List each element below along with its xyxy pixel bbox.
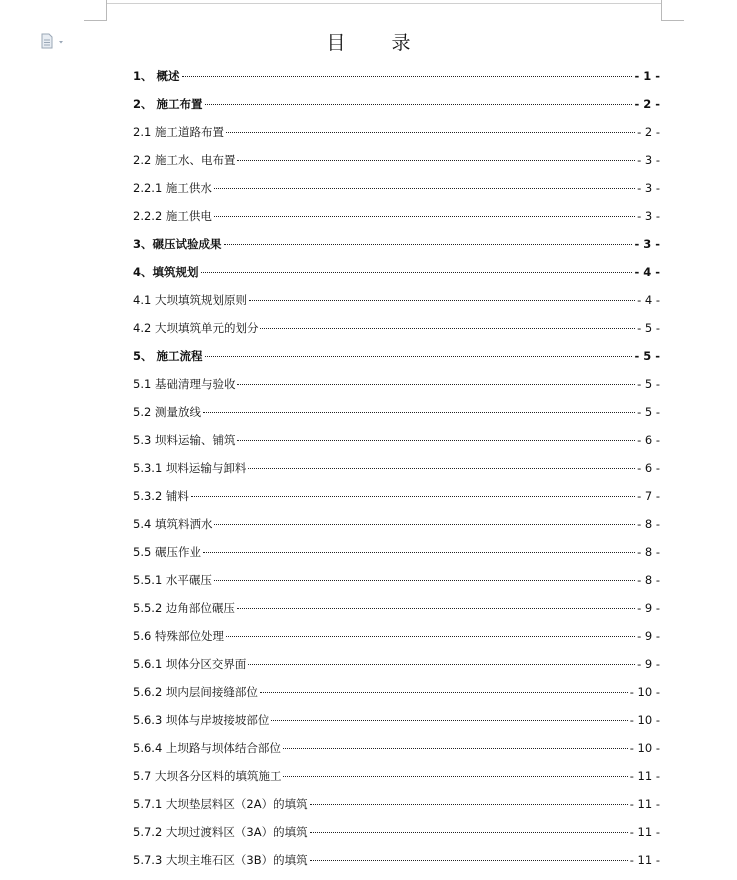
toc-entry-page: - 9 - [637, 629, 660, 643]
toc-leader-dots [310, 832, 628, 833]
toc-leader-dots [226, 636, 635, 637]
toc-entry-page: - 10 - [629, 713, 660, 727]
toc-leader-dots [271, 720, 627, 721]
toc-entry-page: - 6 - [637, 433, 660, 447]
toc-entry[interactable] [133, 488, 660, 516]
toc-entry-page: - 11 - [629, 769, 660, 783]
toc-entry-label: 5.3.1 坝料运输与卸料 [133, 461, 247, 475]
toc-leader-dots [203, 412, 635, 413]
toc-entry-label: 3、碾压试验成果 [133, 237, 222, 251]
toc-leader-dots [214, 524, 635, 525]
toc-entry-page: - 3 - [637, 153, 660, 167]
toc-entry[interactable] [133, 376, 660, 404]
toc-entry-label: 2.1 施工道路布置 [133, 125, 224, 139]
toc-leader-dots [310, 860, 628, 861]
toc-entry-label: 5.6.1 坝体分区交界面 [133, 657, 247, 671]
toc-entry[interactable] [133, 460, 660, 488]
toc-entry-page: - 3 - [637, 181, 660, 195]
toc-entry-label: 5.4 填筑料洒水 [133, 517, 213, 531]
toc-entry[interactable] [133, 544, 660, 572]
toc-entry[interactable] [133, 572, 660, 600]
toc-entry-page: - 8 - [637, 517, 660, 531]
toc-entry-label: 5.6 特殊部位处理 [133, 629, 224, 643]
toc-entry-page: - 8 - [637, 545, 660, 559]
page-top-edge [106, 3, 661, 4]
toc-entry[interactable] [133, 124, 660, 152]
toc-leader-dots [283, 776, 627, 777]
toc-entry[interactable] [133, 628, 660, 656]
toc-entry-label: 5.6.2 坝内层间接缝部位 [133, 685, 258, 699]
toc-entry[interactable] [133, 768, 660, 796]
toc-entry[interactable] [133, 180, 660, 208]
toc-entry-page: - 3 - [634, 237, 660, 251]
toc-entry-page: - 5 - [634, 349, 660, 363]
toc-leader-dots [214, 216, 635, 217]
table-of-contents [133, 68, 660, 880]
toc-leader-dots [214, 580, 635, 581]
toc-entry-label: 5.5 碾压作业 [133, 545, 201, 559]
toc-leader-dots [237, 160, 635, 161]
toc-entry[interactable] [133, 320, 660, 348]
toc-leader-dots [310, 804, 628, 805]
toc-leader-dots [249, 300, 635, 301]
toc-entry[interactable] [133, 152, 660, 180]
toc-entry-page: - 11 - [629, 825, 660, 839]
toc-entry-page: - 1 - [634, 69, 660, 83]
toc-entry[interactable] [133, 824, 660, 852]
toc-entry-label: 5.7.1 大坝垫层料区（2A）的填筑 [133, 797, 308, 811]
toc-entry[interactable] [133, 852, 660, 880]
toc-entry[interactable] [133, 600, 660, 628]
toc-leader-dots [191, 496, 635, 497]
toc-entry[interactable] [133, 404, 660, 432]
toc-leader-dots [205, 356, 633, 357]
toc-leader-dots [248, 664, 635, 665]
toc-entry[interactable] [133, 516, 660, 544]
toc-entry[interactable] [133, 208, 660, 236]
toc-entry-page: - 10 - [629, 685, 660, 699]
toc-entry[interactable] [133, 68, 660, 96]
toc-entry-label: 2.2.1 施工供水 [133, 181, 212, 195]
toc-entry-page: - 11 - [629, 853, 660, 867]
toc-entry-page: - 8 - [637, 573, 660, 587]
toc-leader-dots [260, 328, 635, 329]
toc-leader-dots [203, 552, 635, 553]
toc-entry-label: 4、填筑规划 [133, 265, 199, 279]
toc-entry-page: - 4 - [637, 293, 660, 307]
toc-entry-page: - 2 - [634, 97, 660, 111]
toc-entry[interactable] [133, 684, 660, 712]
toc-entry[interactable] [133, 264, 660, 292]
toc-entry[interactable] [133, 96, 660, 124]
toc-entry-page: - 9 - [637, 601, 660, 615]
toc-entry[interactable] [133, 740, 660, 768]
margin-marker-right [661, 0, 684, 21]
toc-leader-dots [237, 608, 635, 609]
toc-entry-label: 1、 概述 [133, 69, 180, 83]
toc-entry[interactable] [133, 236, 660, 264]
toc-entry-page: - 10 - [629, 741, 660, 755]
toc-leader-dots [214, 188, 635, 189]
toc-leader-dots [260, 692, 628, 693]
toc-entry[interactable] [133, 292, 660, 320]
toc-entry-page: - 11 - [629, 797, 660, 811]
toc-entry-label: 5.5.2 边角部位碾压 [133, 601, 235, 615]
toc-entry-label: 2.2.2 施工供电 [133, 209, 212, 223]
toc-entry-label: 5.7.2 大坝过渡料区（3A）的填筑 [133, 825, 308, 839]
toc-entry[interactable] [133, 432, 660, 460]
toc-entry-page: - 3 - [637, 209, 660, 223]
toc-entry-page: - 5 - [637, 377, 660, 391]
toc-leader-dots [224, 244, 633, 245]
toc-entry-page: - 6 - [637, 461, 660, 475]
toc-entry-page: - 5 - [637, 321, 660, 335]
toc-leader-dots [237, 384, 635, 385]
toc-entry-page: - 4 - [634, 265, 660, 279]
toc-entry-label: 2、 施工布置 [133, 97, 203, 111]
toc-entry-label: 5.7 大坝各分区料的填筑施工 [133, 769, 282, 783]
toc-entry-label: 5.3 坝料运输、铺筑 [133, 433, 236, 447]
toc-entry-label: 4.1 大坝填筑规划原则 [133, 293, 247, 307]
toc-entry[interactable] [133, 796, 660, 824]
toc-entry-label: 5、 施工流程 [133, 349, 203, 363]
toc-entry-page: - 2 - [637, 125, 660, 139]
toc-entry[interactable] [133, 712, 660, 740]
toc-entry-page: - 9 - [637, 657, 660, 671]
toc-leader-dots [237, 440, 635, 441]
toc-leader-dots [182, 76, 633, 77]
toc-entry-label: 5.7.3 大坝主堆石区（3B）的填筑 [133, 853, 308, 867]
toc-entry-label: 2.2 施工水、电布置 [133, 153, 236, 167]
toc-leader-dots [205, 104, 633, 105]
toc-entry[interactable] [133, 656, 660, 684]
margin-marker-left [84, 0, 107, 21]
toc-entry-page: - 5 - [637, 405, 660, 419]
toc-entry-label: 5.3.2 铺料 [133, 489, 189, 503]
toc-leader-dots [226, 132, 635, 133]
toc-title: 目 录 [326, 32, 431, 54]
toc-entry-label: 5.2 测量放线 [133, 405, 201, 419]
toc-entry-label: 4.2 大坝填筑单元的划分 [133, 321, 259, 335]
toc-entry-page: - 7 - [637, 489, 660, 503]
toc-entry-label: 5.1 基础清理与验收 [133, 377, 236, 391]
toc-entry-label: 5.5.1 水平碾压 [133, 573, 212, 587]
toc-entry[interactable] [133, 348, 660, 376]
toc-leader-dots [283, 748, 628, 749]
toc-leader-dots [201, 272, 633, 273]
toc-leader-dots [248, 468, 635, 469]
toc-entry-label: 5.6.4 上坝路与坝体结合部位 [133, 741, 281, 755]
toc-entry-label: 5.6.3 坝体与岸坡接坡部位 [133, 713, 270, 727]
